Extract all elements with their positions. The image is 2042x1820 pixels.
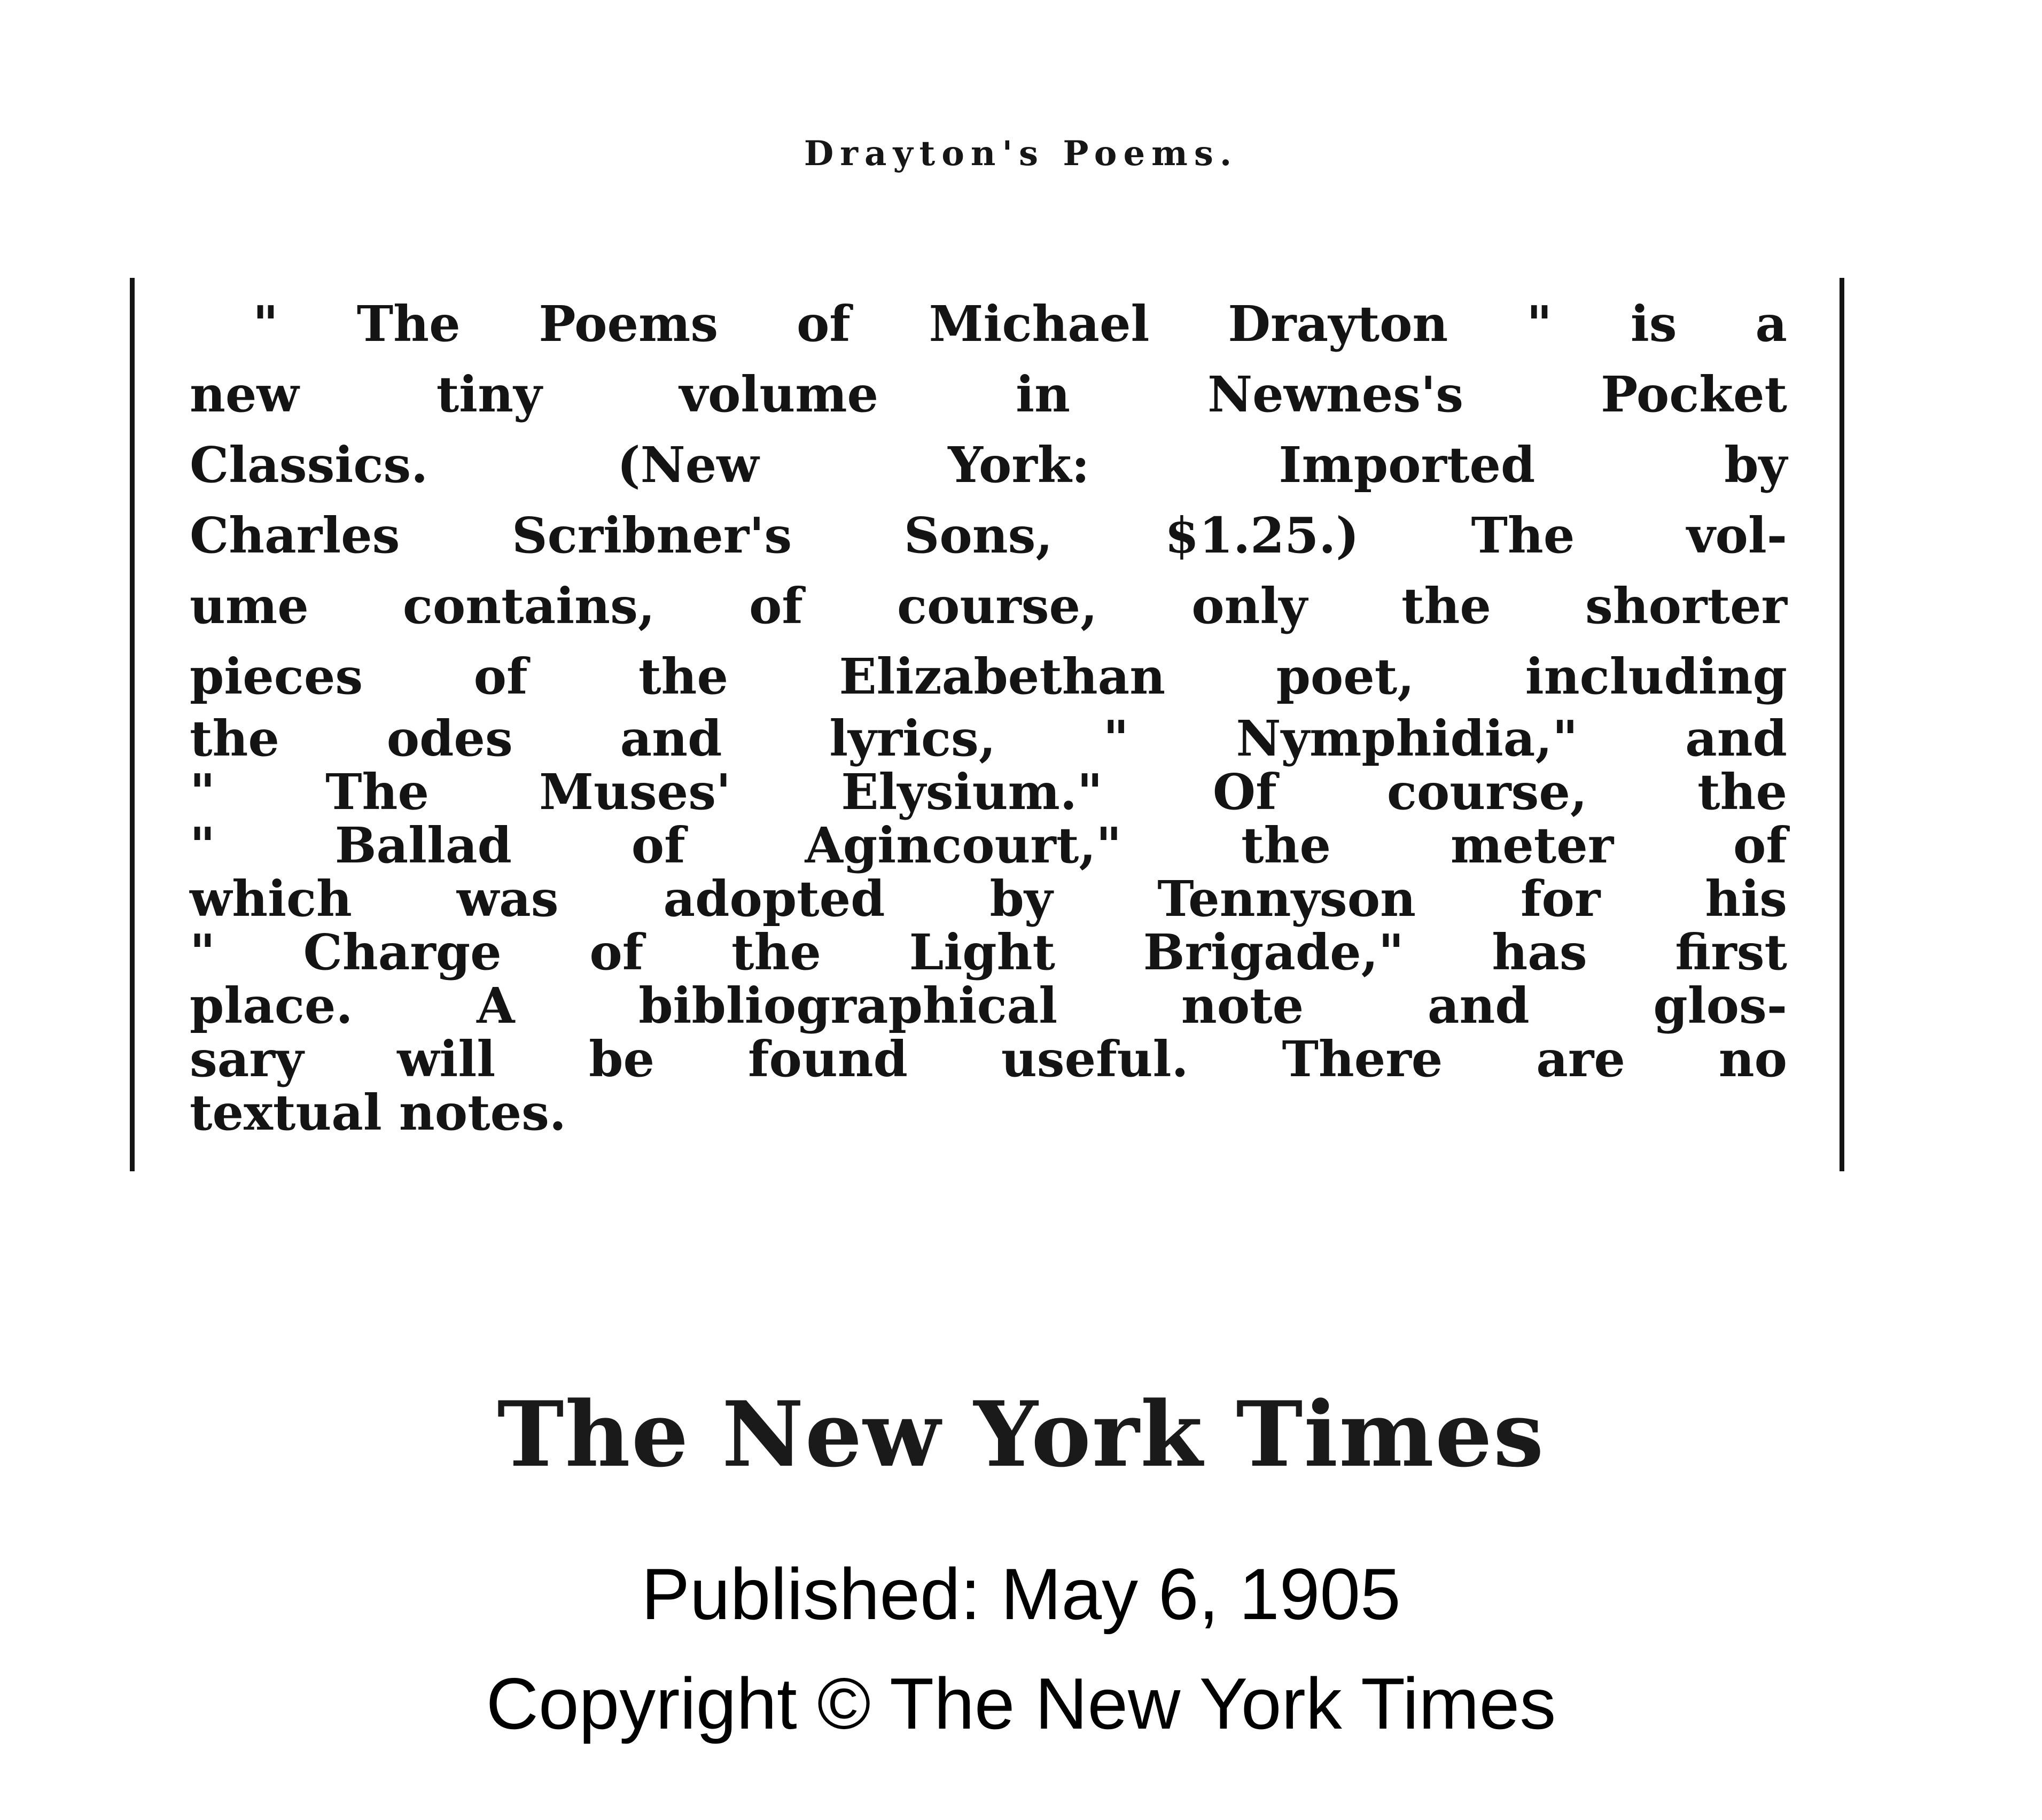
article-line: " The Poems of Michael Drayton " is a <box>253 295 1787 353</box>
published-date: Published: May 6, 1905 <box>641 1553 1401 1635</box>
column-rule-left <box>130 278 135 1171</box>
article-line: pieces of the Elizabethan poet, including <box>190 648 1787 705</box>
column-rule-right <box>1840 278 1844 1171</box>
article-body <box>190 289 1787 1139</box>
article-line: which was adopted by Tennyson for his <box>190 870 1787 928</box>
article-line: new tiny volume in Newnes's Pocket <box>190 365 1787 423</box>
article-line: " The Muses' Elysium." Of course, the <box>190 763 1787 821</box>
article-line: sary will be found useful. There are no <box>190 1030 1787 1088</box>
article-line: the odes and lyrics, " Nymphidia," and <box>190 710 1787 767</box>
article-line: place. A bibliographical note and glos- <box>190 977 1787 1035</box>
article-line: textual notes. <box>190 1084 566 1141</box>
article-line: Charles Scribner's Sons, $1.25.) The vol- <box>190 507 1787 564</box>
article-line: " Ballad of Agincourt," the meter of <box>190 816 1787 874</box>
article-headline: Drayton's Poems. <box>804 134 1238 174</box>
article-line: Classics. (New York: Imported by <box>190 436 1787 494</box>
copyright-notice: Copyright © The New York Times <box>486 1663 1556 1744</box>
article-line: ume contains, of course, only the shorter <box>190 577 1787 635</box>
nyt-masthead-logo: The New York Times <box>497 1381 1545 1487</box>
article-line: " Charge of the Light Brigade," has first <box>190 923 1787 981</box>
